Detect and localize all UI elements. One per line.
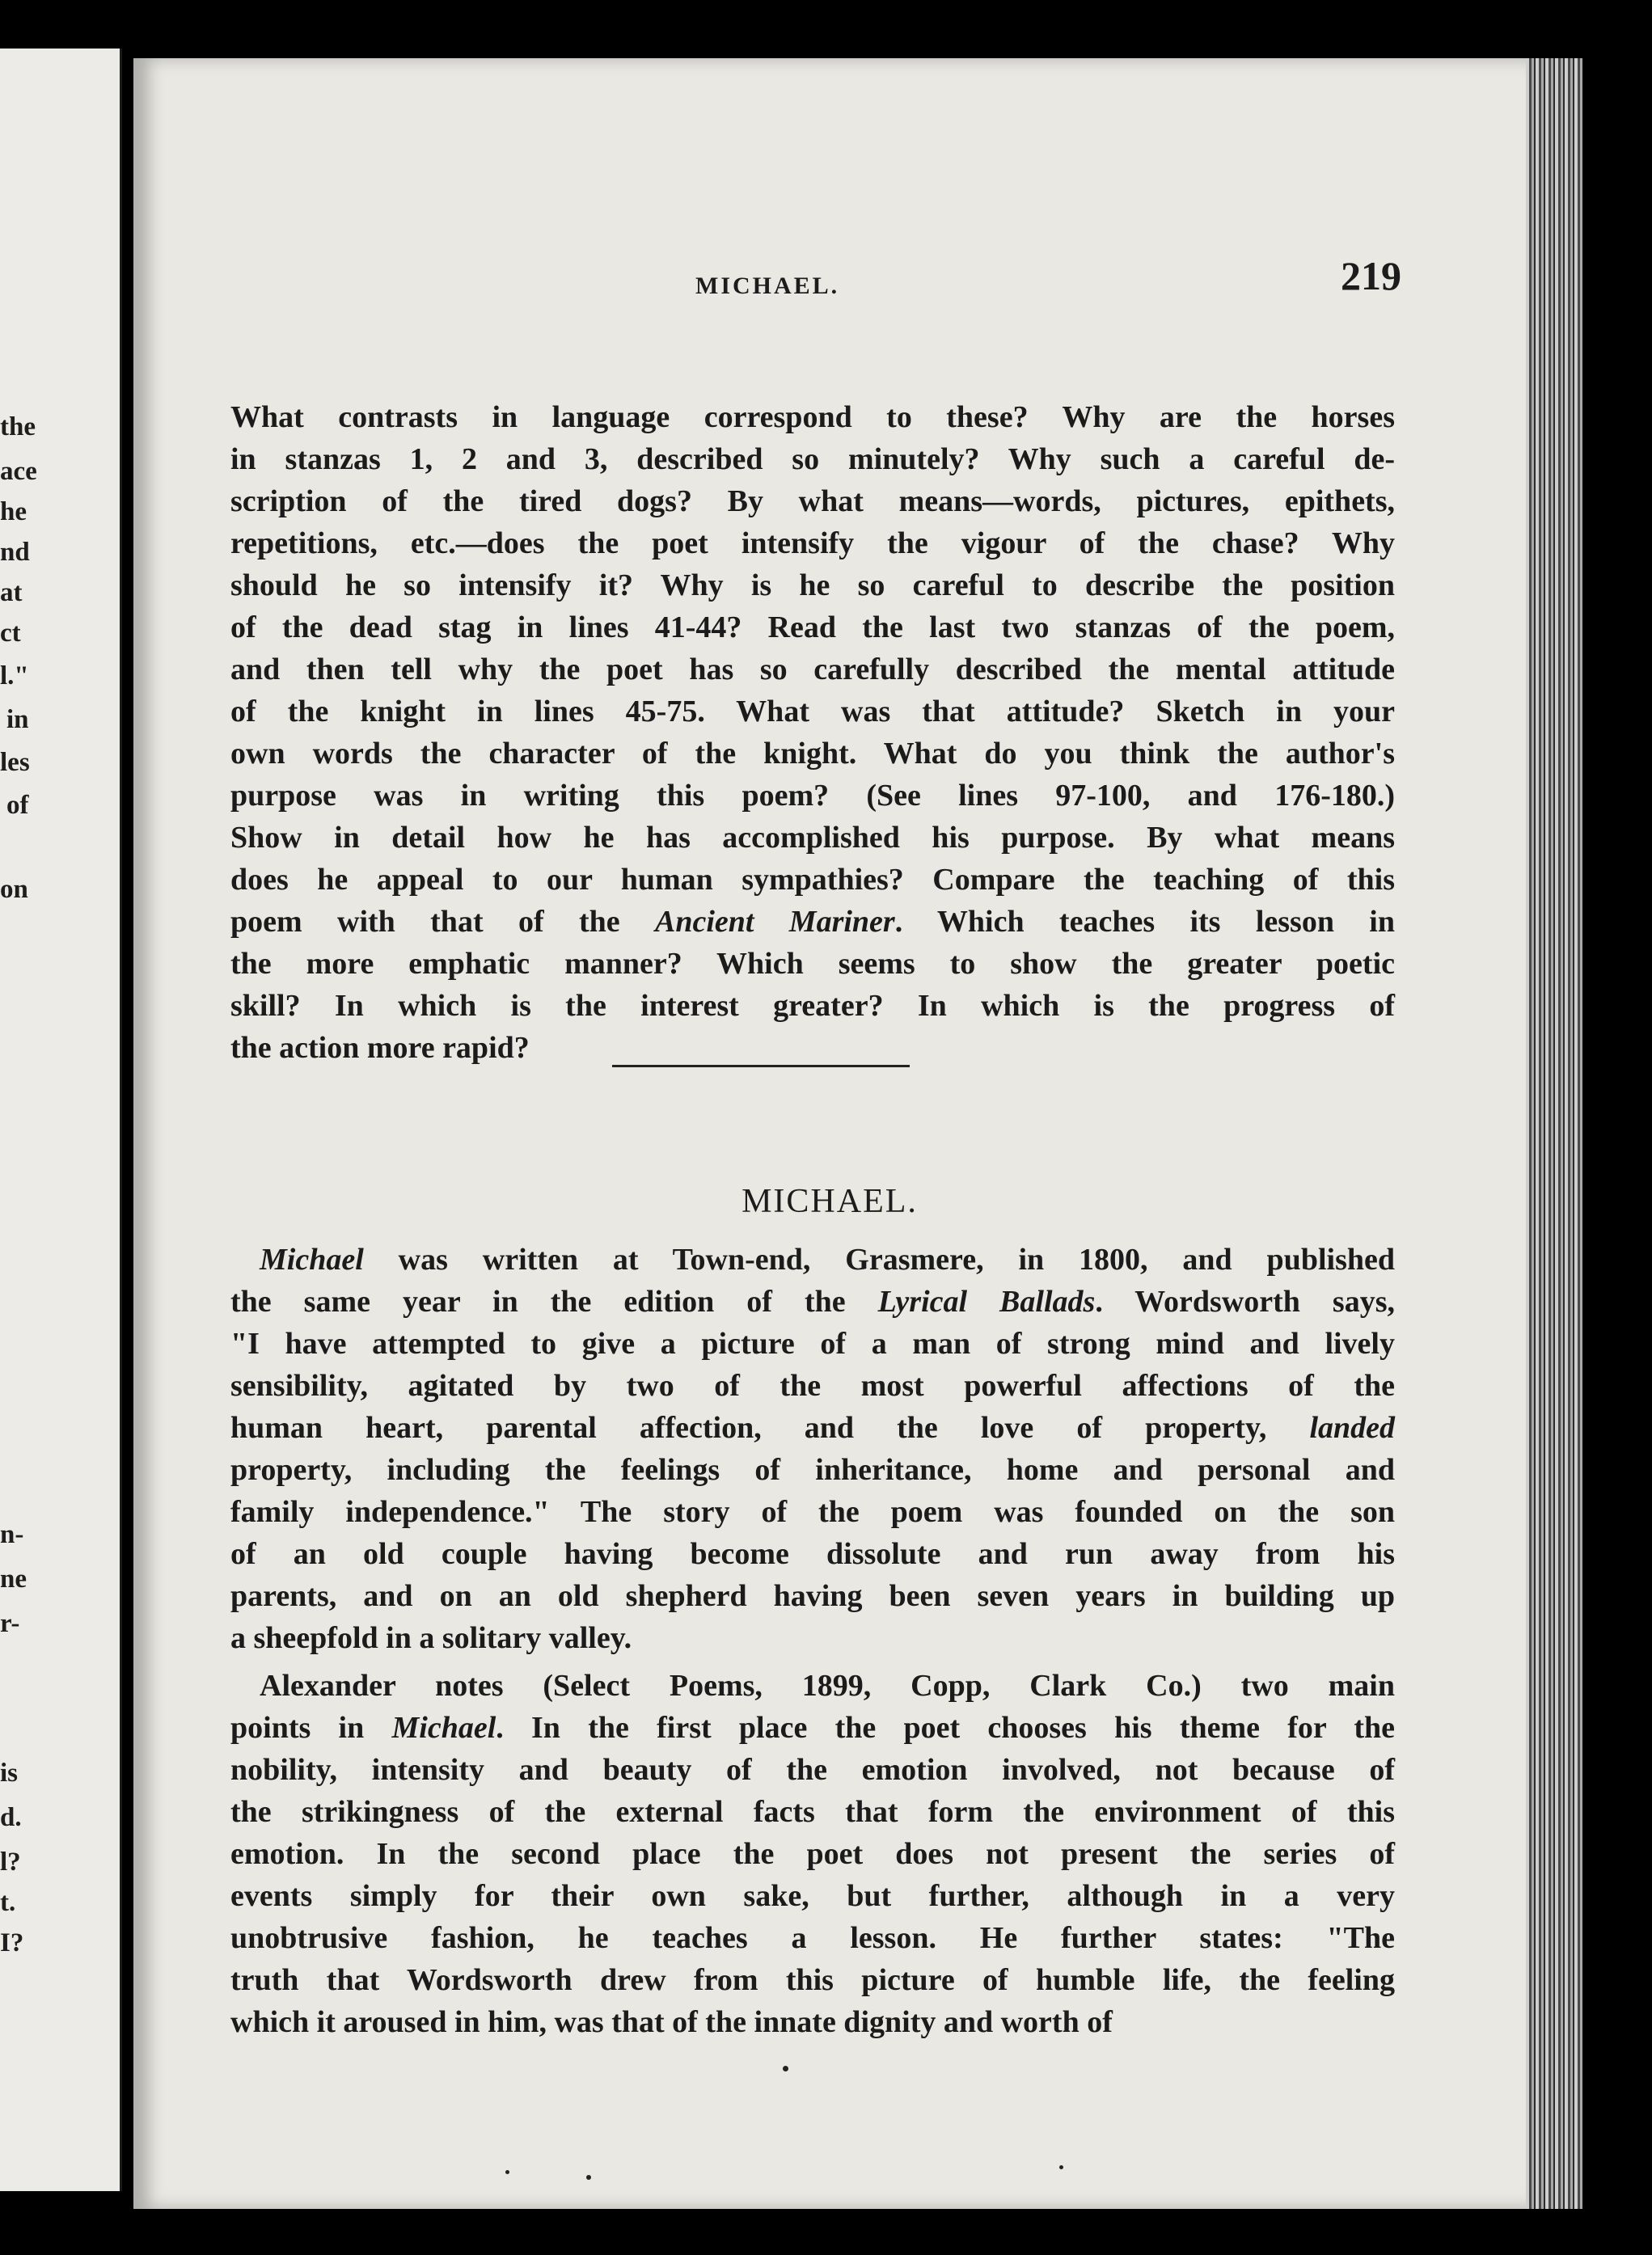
text-line: the action more rapid? [230, 1031, 530, 1065]
text-line: family independence." The story of the poem was founded on the son [230, 1495, 1395, 1529]
text-line: What contrasts in language correspond to these? Why are the horses [230, 400, 1395, 434]
text-line: poem with that of the Ancient Mariner. Which teaches its lesson in [230, 905, 1395, 939]
specks [783, 2066, 788, 2071]
text-line: and then tell why the poet has so carefully described the mental attitude [230, 652, 1395, 686]
facing-page-text-fragment: he [0, 497, 27, 526]
text-line: human heart, parental affection, and the love of property, landed [230, 1411, 1395, 1445]
specks [505, 2170, 509, 2174]
text-line: in stanzas 1, 2 and 3, described so minutely? Why such a careful de- [230, 442, 1395, 476]
text-line: sensibility, agitated by two of the most powerful affections of the [230, 1369, 1395, 1403]
text-line: the strikingness of the external facts that form the environment of this [230, 1795, 1395, 1829]
facing-page-text-fragment: at [0, 578, 23, 607]
text-line: the more emphatic manner? Which seems to show the greater poetic [230, 947, 1395, 981]
facing-page-text-fragment: I? [0, 1928, 24, 1957]
page-number: 219 [1341, 253, 1401, 298]
facing-page-text-fragment: on [0, 875, 28, 904]
text-line: truth that Wordsworth drew from this picture of humble life, the feeling [230, 1963, 1395, 1997]
text-line: a sheepfold in a solitary valley. [230, 1621, 632, 1655]
text-line: "I have attempted to give a picture of a man of strong mind and lively [230, 1327, 1395, 1361]
facing-page-text-fragment: t. [0, 1888, 16, 1917]
text-line: points in Michael. In the first place the poet chooses his theme for the [230, 1711, 1395, 1745]
facing-page-fragment [0, 49, 122, 2191]
facing-page-text-fragment: r- [0, 1609, 20, 1638]
text-line: parents, and on an old shepherd having been seven years in building up [230, 1579, 1395, 1613]
text-line: of the dead stag in lines 41-44? Read the last two stanzas of the poem, [230, 610, 1395, 644]
section-title: MICHAEL. [741, 1183, 918, 1220]
text-line: Alexander notes (Select Poems, 1899, Copp, Clark Co.) two main [260, 1669, 1395, 1703]
facing-page-text-fragment: is [0, 1759, 19, 1788]
facing-page-text-fragment: les [0, 748, 30, 777]
text-line: should he so intensify it? Why is he so careful to describe the position [230, 568, 1395, 602]
text-line: events simply for their own sake, but further, although in a very [230, 1879, 1395, 1913]
text-line: emotion. In the second place the poet does not present the series of [230, 1837, 1395, 1871]
text-line: Show in detail how he has accomplished his purpose. By what means [230, 821, 1395, 855]
text-line: skill? In which is the interest greater? In which is the progress of [230, 989, 1395, 1023]
text-line: of the knight in lines 45-75. What was that attitude? Sketch in your [230, 695, 1395, 728]
text-line: Michael was written at Town-end, Grasmere, in 1800, and published [260, 1243, 1395, 1277]
intro-paragraph [230, 1239, 1395, 1659]
facing-page-text-fragment: in [6, 705, 29, 734]
facing-page-text-fragment: ace [0, 457, 37, 486]
specks [586, 2175, 591, 2180]
text-line: which it aroused in him, was that of the innate dignity and worth of [230, 2005, 1113, 2039]
facing-page-text-fragment: the [0, 412, 36, 441]
text-line: repetitions, etc.—does the poet intensify the vigour of the chase? Why [230, 526, 1395, 560]
facing-page-text-fragment: n- [0, 1520, 24, 1549]
facing-page-text-fragment: l." [0, 661, 29, 690]
text-line: nobility, intensity and beauty of the emotion involved, not because of [230, 1753, 1395, 1787]
text-line: the same year in the edition of the Lyrical Ballads. Wordsworth says, [230, 1285, 1395, 1319]
specks [1059, 2165, 1063, 2169]
running-title: MICHAEL. [695, 272, 840, 299]
book-page [133, 58, 1526, 2209]
text-line: does he appeal to our human sympathies? Compare the teaching of this [230, 863, 1395, 897]
text-line: unobtrusive fashion, he teaches a lesson. He further states: "The [230, 1921, 1395, 1955]
text-line: purpose was in writing this poem? (See lines 97-100, and 176-180.) [230, 779, 1395, 813]
text-line: scription of the tired dogs? By what means—words, pictures, epithets, [230, 484, 1395, 518]
facing-page-text-fragment: d. [0, 1803, 22, 1832]
facing-page-text-fragment: l? [0, 1847, 21, 1877]
facing-page-text-fragment: nd [0, 538, 30, 567]
text-line: of an old couple having become dissolute and run away from his [230, 1537, 1395, 1571]
text-line: own words the character of the knight. What do you think the author's [230, 737, 1395, 771]
section-divider [612, 1065, 910, 1067]
facing-page-text-fragment: of [6, 791, 29, 820]
page-edge-stack [1526, 58, 1582, 2209]
facing-page-text-fragment: ct [0, 619, 21, 648]
alexander-paragraph [230, 1665, 1395, 2043]
text-line: property, including the feelings of inheritance, home and personal and [230, 1453, 1395, 1487]
study-questions [230, 396, 1395, 1069]
facing-page-text-fragment: ne [0, 1565, 27, 1594]
